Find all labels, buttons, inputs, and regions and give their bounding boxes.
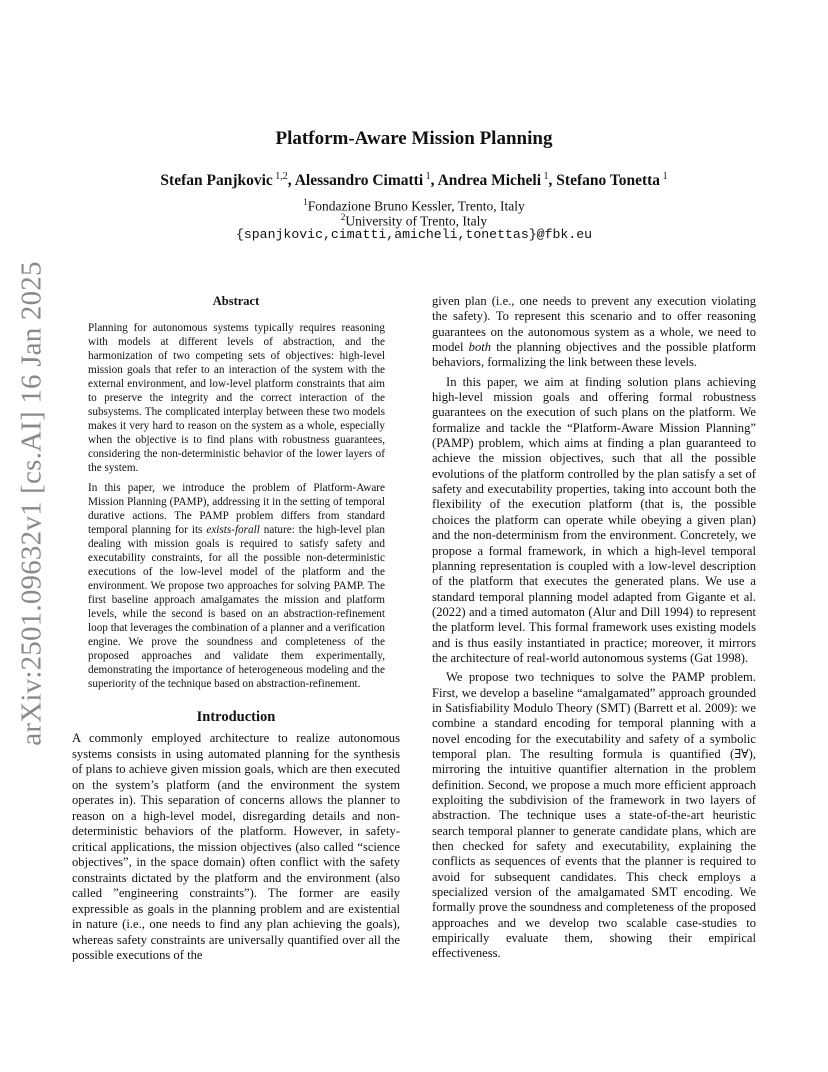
author-name: Andrea Micheli <box>437 172 542 190</box>
author-name: Alessandro Cimatti <box>294 172 424 190</box>
affiliation-line: $^1$Fondazione Bruno Kessler, Trento, Italy <box>303 197 525 214</box>
author-affiliation-marker: 1 <box>662 171 668 182</box>
affiliation-line: $^2$University of Trento, Italy <box>340 212 488 229</box>
right-column-body <box>432 294 756 966</box>
introduction-body <box>72 731 400 964</box>
arxiv-identifier-stamp <box>10 260 54 746</box>
abstract-body <box>88 321 385 696</box>
abstract-paragraph: In this paper, we introduce the problem of Platform-Aware Mission Planning (PAMP), addressing it in the setting of temporal durative actions. The PAMP problem differs from standard temporal planning for its exists-forall nature: the high-level plan dealing with mission goals is required to satisfy safety and executability constraints, for all the possible non-deterministic executions of the low-level model of the platform and the environment. We propose two approaches for solving PAMP. The first baseline approach amalgamates the mission and platform levels, while the second is based on an abstraction-refinement loop that leverages the combination of a planner and a verification engine. We prove the soundness and completeness of the proposed approaches and validate them experimentally, demonstrating the importance of heterogeneous modeling and the superiority of the technique based on abstraction-refinement. <box>88 481 385 691</box>
body-paragraph: given plan (i.e., one needs to prevent any execution violating the safety). To represent this scenario and to offer reasoning guarantees on the autonomous system as a whole, we need to model both the planning objectives and the possible platform behaviors, formalizing the link between these levels. <box>432 294 756 370</box>
arxiv-identifier: arXiv:2501.09632v1 [cs.AI] 16 Jan 2025 <box>15 260 48 746</box>
section-heading-introduction: Introduction <box>196 709 276 725</box>
body-paragraph: In this paper, we aim at finding solution plans achieving high-level mission goals and offering formal robustness guarantees on the execution of such plans on the platform. We formalize and tackle the “Platform-Aware Mission Planning” (PAMP) problem, which aims at finding a plan guaranteed to achieve the mission objectives, such that all the possible evolutions of the platform controlled by the plan satisfy a set of safety and executability properties, taking into account both the flexibility of the execution platform (that is, the possible choices the platform can operate while obeying a given plan) and the non-determinism from the environment. Concretely, we propose a formal framework, in which a high-level temporal planning representation is coupled with a low-level description of the platform that executes the generated plans. We use a standard temporal planning model adapted from Gigante et al. (2022) and a timed automaton (Alur and Dill 1994) to represent the platform level. This formal framework uses existing models and is thus easily instantiated in practice; moreover, it mirrors the architecture of real-world autonomous systems (Gat 1998). <box>432 374 756 665</box>
author-list: Stefan Panjkovic $^{1,2}$, Alessandro Cimatti $^1$, Andrea Micheli $^1$, Stefano Tonetta $^1$ <box>160 171 668 190</box>
author-name: Stefan Panjkovic <box>160 172 273 190</box>
abstract-heading: Abstract <box>212 294 260 308</box>
paper-title: Platform-Aware Mission Planning <box>275 128 553 149</box>
author-name: Stefano Tonetta <box>556 172 661 190</box>
author-emails: {spanjkovic,cimatti,amicheli,tonettas}@fbk.eu <box>235 227 593 242</box>
body-paragraph: We propose two techniques to solve the PAMP problem. First, we develop a baseline “amalgamated” approach grounded in Satisfiability Modulo Theory (SMT) (Barrett et al. 2009): we combine a standard encoding for temporal planning with a novel encoding for the executability and safety of a symbolic temporal plan. The resulting formula is quantified (∃∀), mirroring the intuitive quantifier alternation in the problem definition. Second, we propose a much more efficient approach exploiting the subdivision of the framework in two layers of abstraction. The technique uses a state-of-the-art heuristic search temporal planner to generate candidate plans, which are then checked for safety and executability, explaining the conflicts as sequences of events that the planner is required to avoid for subsequent candidates. This check employs a specialized version of the amalgamated SMT encoding. We formally prove the soundness and completeness of the proposed approaches and we develop two scalable case-studies to empirically evaluate them, showing their empirical effectiveness. <box>432 670 756 961</box>
body-paragraph: A commonly employed architecture to realize autonomous systems consists in using automated planning for the synthesis of plans to achieve given mission goals, which are then executed on the system’s platform (and the environment the system operates in). This separation of concerns allows the planner to reason on a high-level model, disregarding details and non-deterministic behaviors of the platform. However, in safety-critical applications, the mission objectives (also called “science objectives”, in the space domain) often conflict with the safety constraints dictated by the platform and the environment (also called ”engineering constraints”). The former are easily expressible as goals in the planning problem and are existential in nature (i.e., one needs to find any plan achieving the goals), whereas safety constraints are universally quantified over all the possible executions of the <box>72 731 400 962</box>
author-affiliation-marker: 1 <box>425 171 431 182</box>
author-affiliation-marker: 1,2 <box>275 171 288 182</box>
abstract-paragraph: Planning for autonomous systems typically requires reasoning with models at different levels of abstraction, and the harmonization of two competing sets of objectives: high-level mission goals that refer to an interaction of the system with the external environment, and low-level platform constraints that aim to preserve the integrity and the correct interaction of the subsystems. The complicated interplay between these two models makes it very hard to reason on the system as a whole, especially when the objective is to find plans with robustness guarantees, considering the non-deterministic behavior of the lower layers of the system. <box>88 322 385 475</box>
author-affiliation-marker: 1 <box>543 171 549 182</box>
